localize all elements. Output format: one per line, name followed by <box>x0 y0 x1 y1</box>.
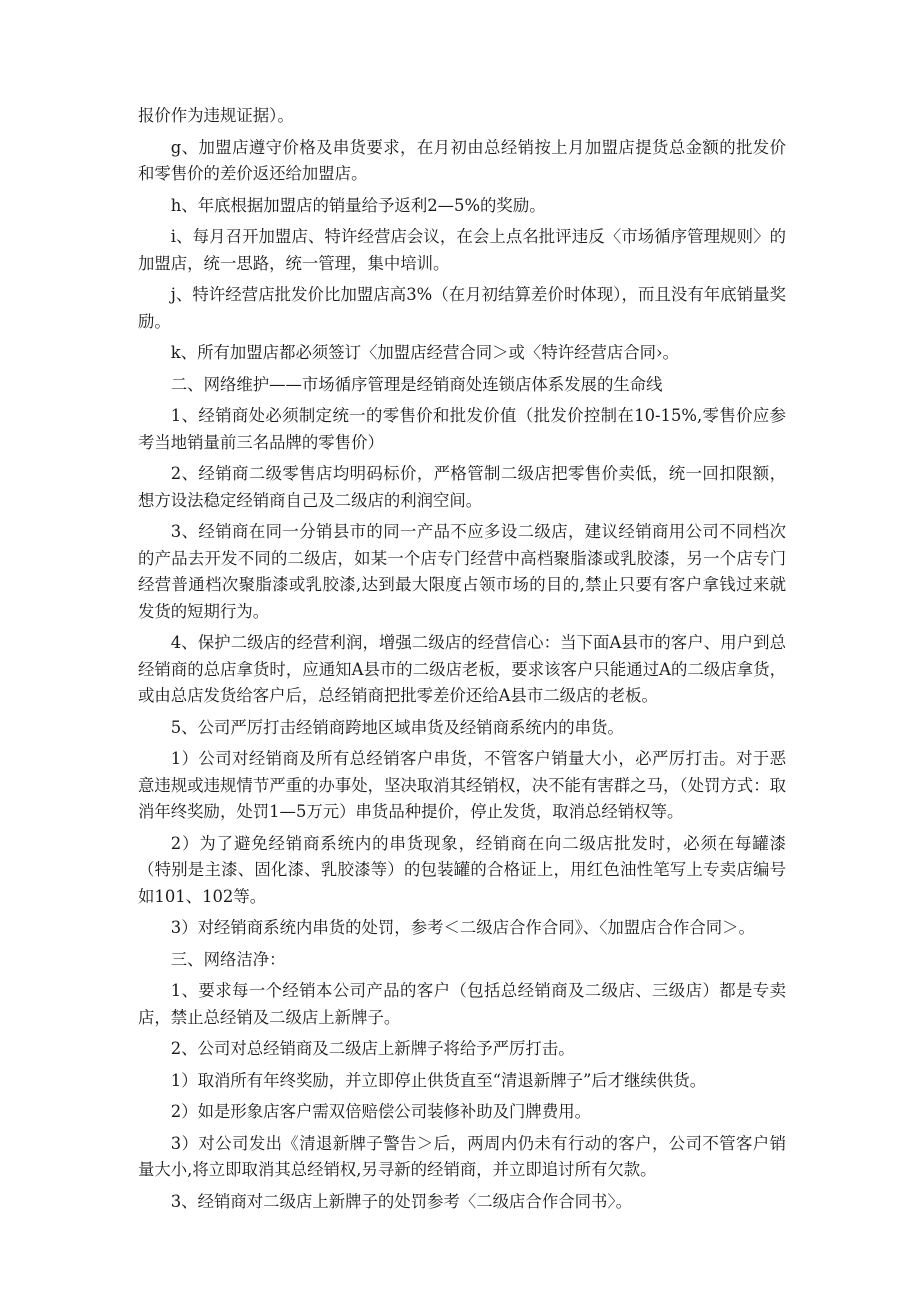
section-heading: 二、网络维护——市场循序管理是经销商处连锁店体系发展的生命线 <box>170 374 663 394</box>
paragraph: 1）取消所有年终奖励，并立即停止供货直至“清退新牌子”后才继续供货。 <box>170 1070 707 1090</box>
paragraph: 报价作为违规证据）。 <box>138 106 294 125</box>
paragraph: 3、经销商在同一分销县市的同一产品不应多设二级店，建议经销商用公司不同档次的产品去开发不同的二级店，如某一个店专门经营中高档聚脂漆或乳胶漆，另一个店专门经营普通档次聚脂漆或乳胶漆,达到最大限度占领市场的目的,禁止只要有客户拿钱过来就发货的短期行为。 <box>138 522 786 621</box>
paragraph: 3）对公司发出《清退新牌子警告＞后，两周内仍未有行动的客户，公司不管客户销量大小,将立即取消其总经销权,另寻新的经销商，并立即追讨所有欠款。 <box>138 1133 786 1179</box>
paragraph: 4、保护二级店的经营利润，增强二级店的经营信心：当下面A县市的客户、用户到总经销商的总店拿货时，应通知A县市的二级店老板，要求该客户只能通过A的二级店拿货，或由总店发货给客户后，总经销商把批零差价还给A县市二级店的老板。 <box>138 633 786 705</box>
paragraph: 1）公司对经销商及所有总经销客户串货，不管客户销量大小，必严厉打击。对于恶意违规或违规情节严重的办事处，坚决取消其经销权，决不能有害群之马，（处罚方式：取消年终奖励，处罚1—5万元）串货品种提价，停止发货，取消总经销权等。 <box>138 749 786 821</box>
paragraph: j、特许经营店批发价比加盟店高3%（在月初结算差价时体现），而且没有年底销量奖励。 <box>138 285 786 331</box>
paragraph: k、所有加盟店都必须签订〈加盟店经营合同＞或〈特许经营店合同›。 <box>170 343 680 362</box>
paragraph: i、每月召开加盟店、特许经营店会议，在会上点名批评违反〈市场循序管理规则〉的加盟店，统一思路，统一管理，集中培训。 <box>138 227 786 273</box>
paragraph: 2、经销商二级零售店均明码标价，严格管制二级店把零售价卖低，统一回扣限额，想方设法稳定经销商自己及二级店的利润空间。 <box>138 464 786 510</box>
paragraph: h、年底根据加盟店的销量给予返利2—5%的奖励。 <box>170 195 546 215</box>
paragraph: 3、经销商对二级店上新牌子的处罚参考〈二级店合作合同书〉。 <box>170 1191 632 1211</box>
paragraph: g、加盟店遵守价格及串货要求，在月初由总经销按上月加盟店提货总金额的批发价和零售价的差价返还给加盟店。 <box>138 137 786 183</box>
paragraph: 1、经销商处必须制定统一的零售价和批发价值（批发价控制在10-15%,零售价应参考当地销量前三名品牌的零售价） <box>138 406 786 452</box>
paragraph: 2、公司对总经销商及二级店上新牌子将给予严厉打击。 <box>170 1039 575 1058</box>
document-body <box>138 103 786 1220</box>
paragraph: 2）如是形象店客户需双倍赔偿公司装修补助及门牌费用。 <box>170 1102 591 1121</box>
section-heading: 三、网络洁净： <box>170 949 286 969</box>
paragraph: 3）对经销商系统内串货的处罚，参考＜二级店合作合同》、〈加盟店合作合同＞。 <box>170 918 755 937</box>
paragraph: 5、公司严厉打击经销商跨地区域串货及经销商系统内的串货。 <box>170 717 624 737</box>
paragraph: 1、要求每一个经销本公司产品的客户（包括总经销商及二级店、三级店）都是专卖店，禁止总经销及二级店上新牌子。 <box>138 981 786 1027</box>
paragraph: 2）为了避免经销商系统内的串货现象，经销商在向二级店批发时，必须在每罐漆（特别是主漆、固化漆、乳胶漆等）的包装罐的合格证上，用红色油性笔写上专卖店编号如101、102等。 <box>138 833 786 906</box>
